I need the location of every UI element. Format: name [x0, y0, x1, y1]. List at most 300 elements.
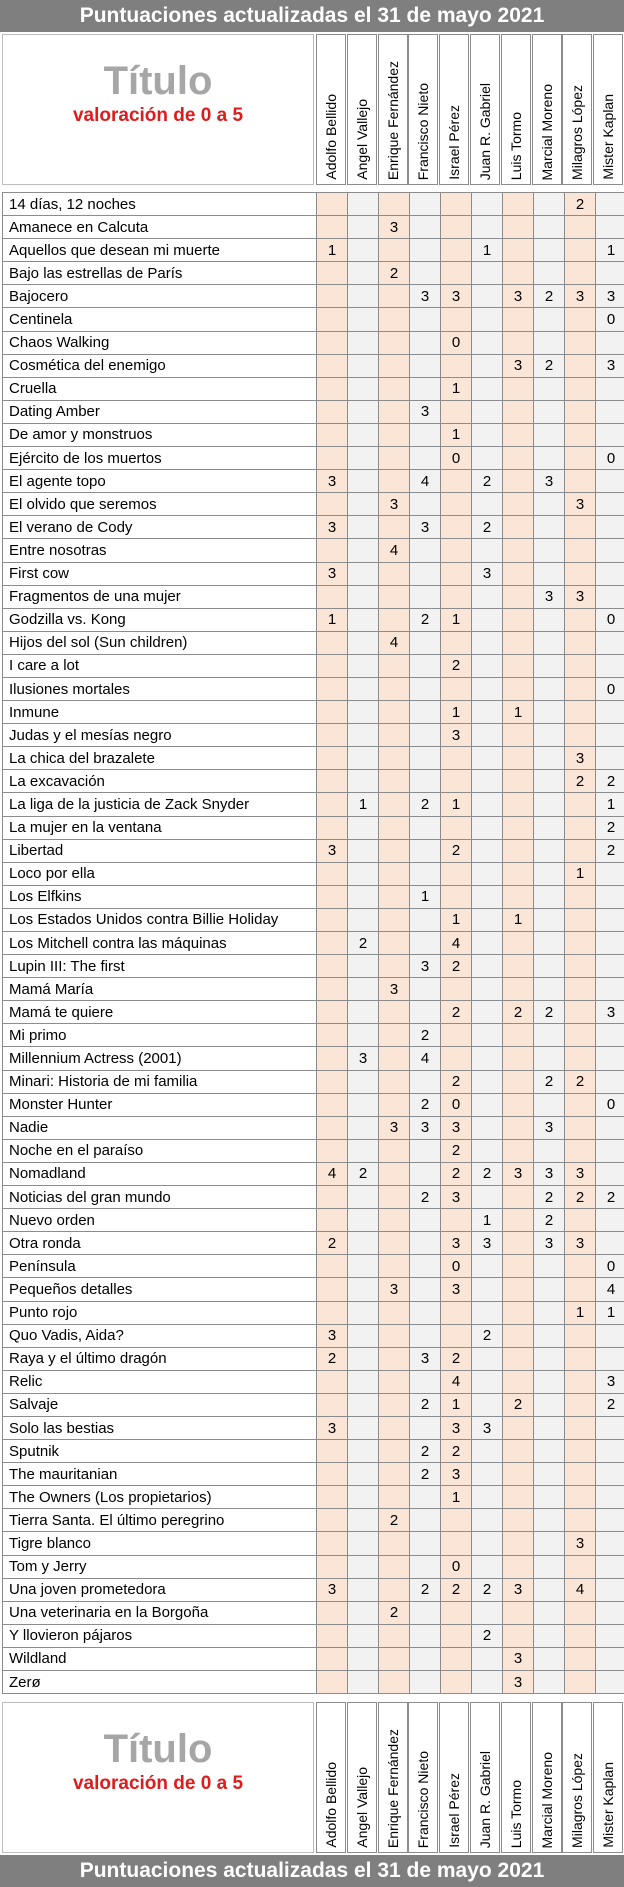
score-cell: 2	[472, 516, 503, 539]
critic-header	[593, 34, 623, 185]
score-cell: 2	[472, 1624, 503, 1647]
score-cell	[503, 1186, 534, 1209]
score-cell	[503, 1116, 534, 1139]
critic-name: Milagros López	[569, 1753, 586, 1848]
score-cell: 2	[348, 1162, 379, 1185]
score-cell: 3	[503, 285, 534, 308]
score-cell: 2	[379, 1509, 410, 1532]
score-cell	[379, 447, 410, 470]
critic-name: Angel Vallejo	[353, 99, 370, 180]
score-cell: 3	[472, 1416, 503, 1439]
score-cell	[379, 654, 410, 677]
score-cell	[379, 677, 410, 700]
score-cell	[534, 747, 565, 770]
score-cell	[410, 1601, 441, 1624]
critic-name: Enrique Fernández	[384, 60, 401, 180]
score-cell	[348, 308, 379, 331]
score-cell	[534, 1347, 565, 1370]
critic-header	[501, 34, 531, 185]
score-cell	[441, 1671, 472, 1694]
score-cell	[503, 516, 534, 539]
score-cell	[472, 1671, 503, 1694]
score-cell	[379, 1416, 410, 1439]
score-cell: 2	[534, 285, 565, 308]
score-cell	[503, 1532, 534, 1555]
score-cell	[472, 1555, 503, 1578]
score-cell: 2	[410, 1440, 441, 1463]
score-cell	[472, 1278, 503, 1301]
score-cell	[565, 470, 596, 493]
score-cell	[472, 839, 503, 862]
score-cell	[596, 1324, 624, 1347]
score-cell	[596, 1555, 624, 1578]
critic-header	[316, 1702, 346, 1853]
score-cell	[472, 1139, 503, 1162]
table-row	[3, 608, 624, 631]
score-cell	[379, 1232, 410, 1255]
score-cell	[379, 562, 410, 585]
score-cell: 2	[410, 1024, 441, 1047]
table-row	[3, 1093, 624, 1116]
movie-title: Relic	[3, 1370, 317, 1393]
score-cell	[503, 377, 534, 400]
score-cell: 3	[441, 1278, 472, 1301]
score-cell: 1	[441, 423, 472, 446]
table-row	[3, 677, 624, 700]
score-cell	[379, 1047, 410, 1070]
score-cell: 3	[472, 562, 503, 585]
score-cell	[534, 308, 565, 331]
table-row	[3, 1301, 624, 1324]
score-cell	[596, 1416, 624, 1439]
score-cell	[534, 1601, 565, 1624]
score-cell	[534, 1278, 565, 1301]
table-row	[3, 932, 624, 955]
score-cell	[503, 308, 534, 331]
score-cell	[379, 1301, 410, 1324]
score-cell	[348, 1070, 379, 1093]
movie-title: Salvaje	[3, 1393, 317, 1416]
score-cell	[534, 932, 565, 955]
score-cell	[596, 1070, 624, 1093]
score-cell	[534, 1139, 565, 1162]
score-cell	[503, 816, 534, 839]
score-cell	[317, 793, 348, 816]
critic-header	[378, 1702, 408, 1853]
score-cell	[410, 770, 441, 793]
score-cell: 2	[534, 354, 565, 377]
table-row	[3, 377, 624, 400]
score-cell: 2	[534, 1001, 565, 1024]
score-cell	[534, 978, 565, 1001]
score-cell	[317, 1463, 348, 1486]
score-cell: 4	[596, 1278, 624, 1301]
score-cell	[410, 562, 441, 585]
movie-title: Nuevo orden	[3, 1209, 317, 1232]
score-cell	[503, 1440, 534, 1463]
table-row	[3, 1324, 624, 1347]
score-cell: 2	[596, 1186, 624, 1209]
score-cell: 3	[565, 585, 596, 608]
score-cell	[317, 1671, 348, 1694]
score-cell	[379, 193, 410, 216]
score-cell: 3	[534, 585, 565, 608]
movie-title: Raya y el último dragón	[3, 1347, 317, 1370]
score-cell	[534, 262, 565, 285]
score-cell	[317, 885, 348, 908]
critic-header	[470, 1702, 500, 1853]
score-cell	[565, 978, 596, 1001]
score-cell	[317, 1393, 348, 1416]
movie-title: El olvido que seremos	[3, 493, 317, 516]
score-cell: 3	[565, 747, 596, 770]
score-cell: 1	[596, 1301, 624, 1324]
score-cell	[472, 539, 503, 562]
score-cell	[596, 631, 624, 654]
score-cell	[379, 1186, 410, 1209]
score-cell	[348, 516, 379, 539]
score-cell: 3	[317, 839, 348, 862]
table-row	[3, 1624, 624, 1647]
score-cell: 1	[503, 701, 534, 724]
score-cell	[348, 747, 379, 770]
score-cell: 2	[410, 1186, 441, 1209]
score-cell	[441, 400, 472, 423]
score-cell	[379, 585, 410, 608]
score-cell	[596, 493, 624, 516]
table-row	[3, 908, 624, 931]
score-cell	[472, 331, 503, 354]
score-cell: 0	[441, 331, 472, 354]
score-cell	[472, 1347, 503, 1370]
critic-header	[439, 34, 469, 185]
movie-title: Lupin III: The first	[3, 955, 317, 978]
score-cell	[441, 1532, 472, 1555]
score-cell	[565, 631, 596, 654]
table-row	[3, 585, 624, 608]
score-cell: 1	[410, 885, 441, 908]
score-cell	[348, 1093, 379, 1116]
score-cell	[472, 423, 503, 446]
score-cell	[410, 1278, 441, 1301]
score-cell	[534, 516, 565, 539]
critic-header	[408, 34, 438, 185]
score-cell	[348, 816, 379, 839]
score-cell	[348, 885, 379, 908]
score-cell: 0	[596, 447, 624, 470]
score-cell	[348, 1416, 379, 1439]
score-cell	[596, 562, 624, 585]
movie-title: Ejército de los muertos	[3, 447, 317, 470]
score-cell: 2	[441, 955, 472, 978]
score-cell: 2	[441, 654, 472, 677]
movie-title: Chaos Walking	[3, 331, 317, 354]
score-cell	[379, 1093, 410, 1116]
score-cell	[596, 400, 624, 423]
score-cell: 2	[565, 1186, 596, 1209]
score-cell	[534, 885, 565, 908]
score-cell	[503, 493, 534, 516]
critic-header	[562, 1702, 592, 1853]
movie-title: Centinela	[3, 308, 317, 331]
score-cell	[472, 1093, 503, 1116]
score-cell	[596, 262, 624, 285]
movie-title: Bajo las estrellas de París	[3, 262, 317, 285]
score-cell	[596, 1532, 624, 1555]
score-cell	[596, 747, 624, 770]
score-cell	[565, 1440, 596, 1463]
score-cell	[565, 1209, 596, 1232]
score-cell	[379, 770, 410, 793]
score-cell: 3	[565, 493, 596, 516]
score-cell: 3	[410, 1347, 441, 1370]
score-cell	[565, 1347, 596, 1370]
score-cell: 2	[441, 1440, 472, 1463]
score-cell	[472, 1255, 503, 1278]
score-cell	[410, 1555, 441, 1578]
score-cell	[472, 216, 503, 239]
score-cell: 1	[565, 862, 596, 885]
score-cell: 4	[410, 1047, 441, 1070]
score-cell	[534, 677, 565, 700]
score-cell: 1	[596, 793, 624, 816]
score-cell: 1	[441, 908, 472, 931]
score-cell	[379, 1209, 410, 1232]
score-cell	[503, 747, 534, 770]
score-cell	[565, 654, 596, 677]
score-cell	[503, 1509, 534, 1532]
score-cell	[503, 978, 534, 1001]
score-cell	[317, 539, 348, 562]
score-cell	[410, 193, 441, 216]
score-cell	[596, 1209, 624, 1232]
score-cell: 1	[596, 239, 624, 262]
movie-title: La mujer en la ventana	[3, 816, 317, 839]
movie-title: The Owners (Los propietarios)	[3, 1486, 317, 1509]
score-cell	[596, 654, 624, 677]
score-cell	[565, 308, 596, 331]
score-cell	[441, 193, 472, 216]
score-cell	[410, 1255, 441, 1278]
score-cell	[317, 377, 348, 400]
score-cell: 2	[410, 1578, 441, 1601]
critic-name: Angel Vallejo	[353, 1767, 370, 1848]
score-cell	[348, 1601, 379, 1624]
score-cell	[317, 747, 348, 770]
score-cell	[534, 400, 565, 423]
score-cell	[503, 1416, 534, 1439]
score-cell	[503, 1324, 534, 1347]
score-cell	[534, 1416, 565, 1439]
score-cell	[534, 1486, 565, 1509]
score-cell	[565, 1509, 596, 1532]
movie-title: Península	[3, 1255, 317, 1278]
score-cell	[472, 885, 503, 908]
critic-name: Luis Tormo	[507, 111, 524, 180]
score-cell	[441, 262, 472, 285]
score-cell	[472, 1509, 503, 1532]
table-row	[3, 978, 624, 1001]
score-cell: 2	[534, 1070, 565, 1093]
score-cell	[317, 978, 348, 1001]
score-cell: 1	[317, 608, 348, 631]
movie-title: Nomadland	[3, 1162, 317, 1185]
score-cell: 2	[441, 1578, 472, 1601]
score-cell	[317, 1370, 348, 1393]
movie-title: The mauritanian	[3, 1463, 317, 1486]
score-cell	[348, 423, 379, 446]
score-cell: 3	[410, 516, 441, 539]
score-cell	[534, 1532, 565, 1555]
score-cell	[503, 1255, 534, 1278]
score-cell: 2	[348, 932, 379, 955]
table-row	[3, 262, 624, 285]
score-cell: 3	[317, 562, 348, 585]
score-cell	[348, 1532, 379, 1555]
score-cell: 3	[534, 1232, 565, 1255]
score-cell	[472, 1116, 503, 1139]
score-cell	[565, 1093, 596, 1116]
score-cell: 3	[596, 1370, 624, 1393]
score-cell	[348, 1186, 379, 1209]
score-cell	[348, 1486, 379, 1509]
score-cell	[410, 724, 441, 747]
title-heading: Título	[103, 59, 213, 103]
score-cell	[441, 1624, 472, 1647]
movie-title: Mi primo	[3, 1024, 317, 1047]
score-cell	[348, 354, 379, 377]
movie-title: Judas y el mesías negro	[3, 724, 317, 747]
table-row	[3, 1555, 624, 1578]
score-cell	[317, 862, 348, 885]
score-cell	[317, 654, 348, 677]
score-cell: 0	[441, 1093, 472, 1116]
score-cell	[565, 539, 596, 562]
score-cell	[410, 1139, 441, 1162]
score-cell	[441, 1647, 472, 1670]
score-cell	[410, 1232, 441, 1255]
score-cell	[596, 701, 624, 724]
critic-name: Mister Kaplan	[600, 1762, 617, 1848]
score-cell	[472, 1001, 503, 1024]
score-cell	[565, 1393, 596, 1416]
score-cell	[410, 377, 441, 400]
score-cell	[379, 285, 410, 308]
score-cell	[472, 585, 503, 608]
score-cell	[441, 631, 472, 654]
score-cell: 0	[441, 1555, 472, 1578]
score-cell	[348, 377, 379, 400]
score-cell	[472, 862, 503, 885]
table-row	[3, 285, 624, 308]
score-cell	[441, 677, 472, 700]
score-cell	[503, 193, 534, 216]
score-cell: 3	[503, 1162, 534, 1185]
table-row	[3, 331, 624, 354]
critic-header	[532, 34, 562, 185]
score-cell	[379, 1578, 410, 1601]
score-cell	[379, 608, 410, 631]
score-cell	[503, 677, 534, 700]
table-row	[3, 1047, 624, 1070]
table-row	[3, 400, 624, 423]
score-cell	[565, 1370, 596, 1393]
score-cell: 2	[565, 770, 596, 793]
score-cell	[348, 470, 379, 493]
score-cell	[565, 608, 596, 631]
score-cell	[503, 1209, 534, 1232]
score-cell	[410, 493, 441, 516]
score-cell	[379, 354, 410, 377]
score-cell	[503, 839, 534, 862]
score-cell	[565, 1624, 596, 1647]
score-cell	[565, 793, 596, 816]
score-cell	[503, 1139, 534, 1162]
score-cell: 3	[596, 285, 624, 308]
score-cell	[596, 1578, 624, 1601]
table-row	[3, 1486, 624, 1509]
score-cell	[410, 1624, 441, 1647]
score-cell	[596, 1509, 624, 1532]
table-row	[3, 1509, 624, 1532]
table-row	[3, 1601, 624, 1624]
table-row	[3, 1440, 624, 1463]
top-header	[0, 32, 624, 187]
table-row	[3, 724, 624, 747]
score-cell	[441, 354, 472, 377]
table-row	[3, 239, 624, 262]
score-cell	[317, 1047, 348, 1070]
score-cell	[472, 908, 503, 931]
score-cell	[472, 1393, 503, 1416]
score-cell	[410, 1486, 441, 1509]
score-cell: 2	[441, 1162, 472, 1185]
score-cell	[348, 654, 379, 677]
score-cell	[503, 955, 534, 978]
score-cell	[503, 1601, 534, 1624]
score-cell	[596, 1647, 624, 1670]
score-cell	[503, 447, 534, 470]
table-row	[3, 862, 624, 885]
critic-header	[347, 34, 377, 185]
score-cell	[410, 1324, 441, 1347]
score-cell	[596, 1047, 624, 1070]
movie-title: Noticias del gran mundo	[3, 1186, 317, 1209]
score-cell	[534, 793, 565, 816]
score-cell	[410, 932, 441, 955]
score-cell: 3	[534, 470, 565, 493]
score-cell	[472, 285, 503, 308]
score-cell	[534, 1463, 565, 1486]
score-cell: 0	[441, 447, 472, 470]
score-cell	[348, 285, 379, 308]
score-cell	[565, 447, 596, 470]
score-cell	[472, 1601, 503, 1624]
score-cell	[565, 955, 596, 978]
score-cell: 3	[565, 1232, 596, 1255]
score-cell	[317, 908, 348, 931]
movie-title: Libertad	[3, 839, 317, 862]
score-cell: 2	[503, 1393, 534, 1416]
score-cell	[503, 400, 534, 423]
title-heading: Título	[103, 1727, 213, 1771]
score-cell: 2	[534, 1186, 565, 1209]
score-cell	[317, 1440, 348, 1463]
score-cell	[534, 1555, 565, 1578]
score-cell: 1	[348, 793, 379, 816]
score-cell	[441, 816, 472, 839]
table-row	[3, 1209, 624, 1232]
